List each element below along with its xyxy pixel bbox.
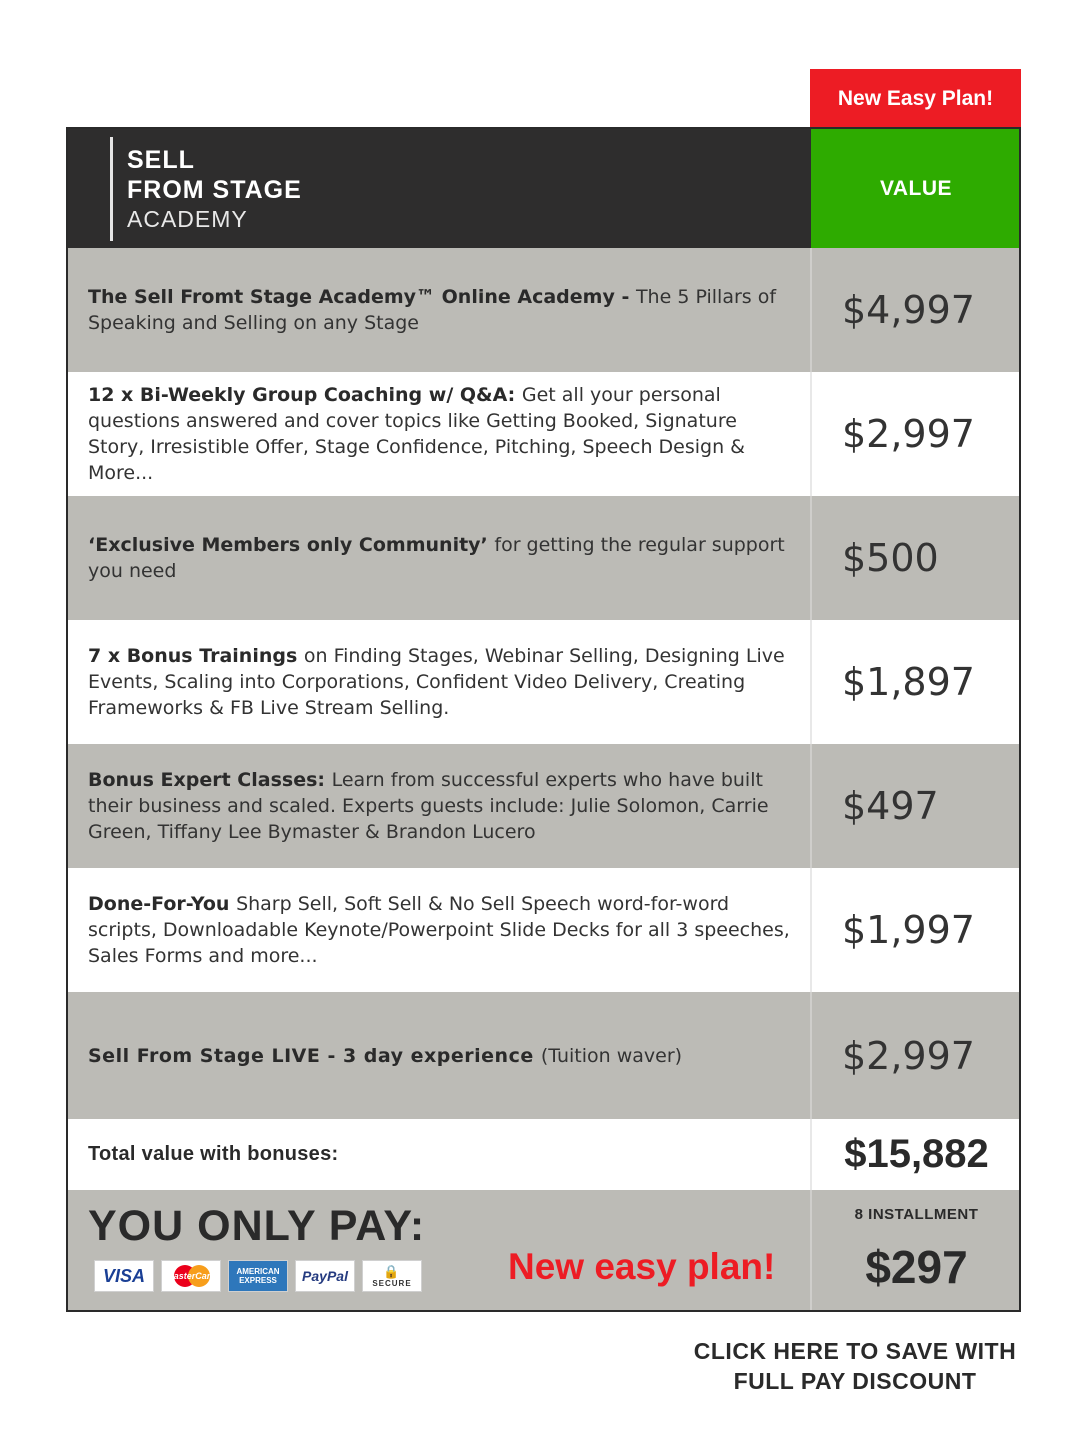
row-price: $497 (810, 744, 1021, 868)
logo-line-2: FROM STAGE (127, 176, 302, 204)
new-easy-plan-badge: New Easy Plan! (810, 69, 1021, 128)
table-header (68, 129, 1019, 248)
logo-divider (110, 137, 113, 241)
paypal-icon: PayPal (295, 1260, 355, 1292)
mastercard-icon: MasterCard (161, 1260, 221, 1292)
table-row (68, 620, 1021, 744)
row-bold-text: The Sell Fromt Stage Academy™ Online Academy - (88, 286, 636, 308)
visa-icon: VISA (94, 1260, 154, 1292)
row-text: The 5 Pillars of Speaking and Selling on any Stage (88, 286, 777, 334)
table-row (68, 868, 1021, 992)
secure-lock-icon: 🔒 SECURE (362, 1260, 422, 1292)
table-row (68, 372, 1021, 496)
row-description (88, 868, 793, 992)
row-bold-text: 12 x Bi-Weekly Group Coaching w/ Q&A: (88, 384, 522, 406)
row-price: $1,997 (810, 868, 1021, 992)
row-bold-text: Bonus Expert Classes: (88, 769, 332, 791)
row-bold-text: Sell From Stage LIVE - 3 day experience (88, 1044, 541, 1067)
row-price: $2,997 (810, 372, 1021, 496)
table-row (68, 248, 1021, 372)
pay-row (68, 1190, 1021, 1312)
row-description (88, 620, 793, 744)
amex-icon: AMERICAN EXPRESS (228, 1260, 288, 1292)
installment-price-cell (810, 1190, 1021, 1312)
cta-line-2: FULL PAY DISCOUNT (733, 1368, 977, 1394)
row-description (88, 992, 793, 1119)
cta-line-1: CLICK HERE TO SAVE WITH (693, 1338, 1017, 1364)
row-text: (Tuition waver) (540, 1044, 683, 1067)
row-price: $1,897 (810, 620, 1021, 744)
row-text: Learn from successful experts who have built their business and scaled. Experts guests include: Julie Solomon, Carrie Green, Tiffany Lee Bymaster & Brandon Lucero (88, 769, 769, 843)
row-price: $2,997 (810, 992, 1021, 1119)
logo-line-3: ACADEMY (127, 206, 248, 232)
you-only-pay-title: YOU ONLY PAY: (88, 1202, 426, 1250)
row-description (88, 496, 793, 620)
row-text: Sharp Sell, Soft Sell & No Sell Speech word-for-word scripts, Downloadable Keynote/Powerpoint Slide Decks for all 3 speeches, Sales Forms and more... (88, 893, 790, 967)
total-label: Total value with bonuses: (88, 1143, 339, 1165)
row-text: on Finding Stages, Webinar Selling, Designing Live Events, Scaling into Corporations, Confident Video Delivery, Creating Frameworks & FB Live Stream Selling. (88, 645, 785, 719)
installment-label: 8 INSTALLMENT (854, 1206, 979, 1223)
full-pay-discount-link[interactable] (655, 1336, 1055, 1396)
installment-price: $297 (865, 1241, 968, 1293)
table-row (68, 496, 1021, 620)
row-price: $4,997 (810, 248, 1021, 372)
row-description (88, 248, 793, 372)
pricing-table (66, 127, 1021, 1312)
new-easy-plan-text: New easy plan! (508, 1246, 776, 1287)
table-row (68, 992, 1021, 1119)
row-bold-text: Done-For-You (88, 893, 237, 915)
sell-from-stage-logo (110, 137, 302, 241)
total-value: $15,882 (810, 1119, 1021, 1190)
table-row (68, 744, 1021, 868)
payment-methods (94, 1260, 422, 1292)
row-description (88, 372, 793, 496)
value-column-header: VALUE (811, 129, 1021, 248)
row-price: $500 (810, 496, 1021, 620)
logo-line-1: SELL (127, 146, 195, 174)
row-bold-text: 7 x Bonus Trainings (88, 645, 304, 667)
total-row (68, 1119, 1021, 1190)
row-text: for getting the regular support you need (88, 534, 785, 582)
row-description (88, 744, 793, 868)
row-text: Get all your personal questions answered and cover topics like Getting Booked, Signature Story, Irresistible Offer, Stage Confidence, Pitching, Speech Design & More... (88, 384, 745, 484)
row-bold-text: ‘Exclusive Members only Community’ (88, 534, 495, 556)
